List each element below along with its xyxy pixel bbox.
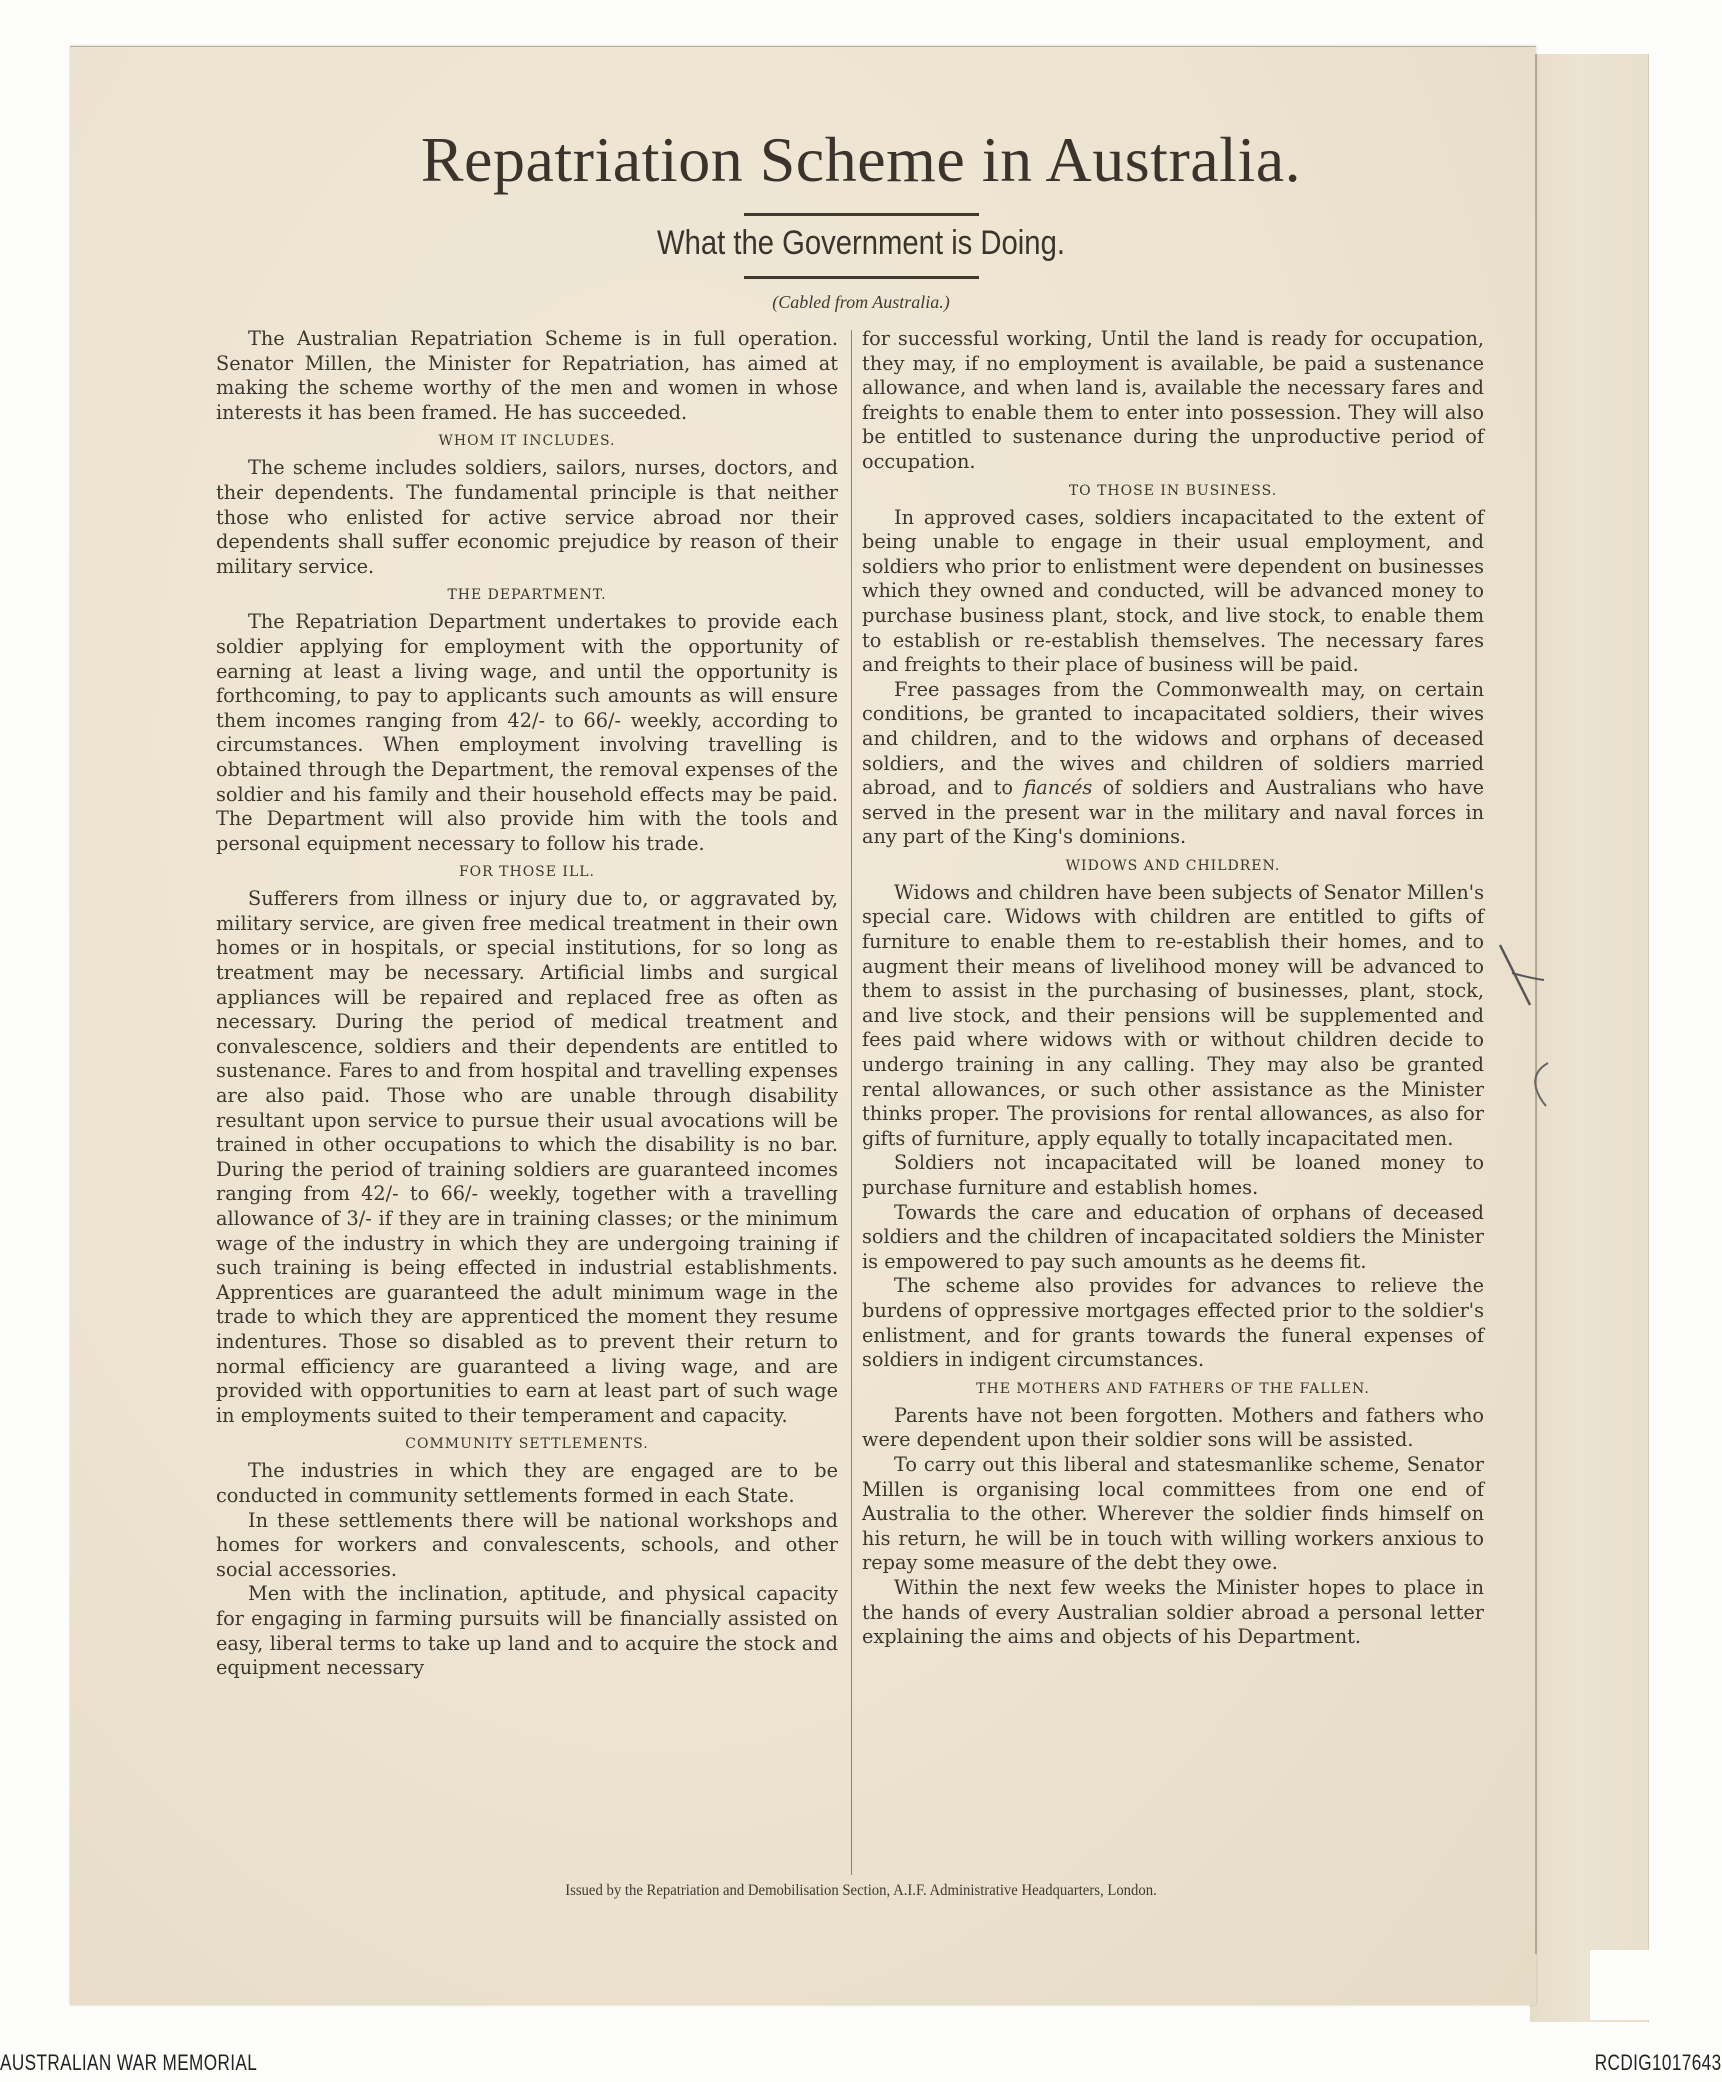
title-rule-top <box>744 213 979 216</box>
paragraph: Free passages from the Commonwealth may, on certain conditions, be granted to incapacitated soldiers, their wives and children, and to the widows and orphans of deceased soldiers, and the wives and children of soldiers married abroad, and to fiancés of soldiers and Australians who have served in the present war in the military and naval forces in any part of the King's dominions. <box>862 677 1484 849</box>
title-rule-bottom <box>744 276 979 279</box>
paragraph: Parents have not been forgotten. Mothers and fathers who were dependent upon their soldier sons will be assisted. <box>862 1403 1484 1452</box>
column-divider <box>851 330 852 1875</box>
paragraph: Soldiers not incapacitated will be loaned money to purchase furniture and establish homes. <box>862 1151 1484 1199</box>
paragraph: The Australian Repatriation Scheme is in full operation. Senator Millen, the Minister for Repatriation, has aimed at making the scheme worthy of the men and women in whose interests it has been framed. He has succeeded. <box>216 327 838 424</box>
section-heading: WIDOWS AND CHILDREN. <box>1065 857 1281 874</box>
right-column <box>862 327 1484 1650</box>
document-subtitle: What the Government is Doing. <box>657 224 1065 262</box>
archive-institution: AUSTRALIAN WAR MEMORIAL <box>0 2050 258 2075</box>
paragraph: Sufferers from illness or injury due to, or aggravated by, military service, are given free medical treatment in their own homes or in hospitals, or special institutions, for so long as treatment may be necessary. Artificial limbs and surgical appliances will be repaired and replaced free as often as necessary. During the period of medical treatment and convalescence, soldiers and their dependents are entitled to sustenance. Fares to and from hospital and travelling expenses are also paid. Those who are unable through disability resultant upon service to pursue their usual avocations will be trained in other occupations to which the disability is no bar. During the period of training soldiers are guaranteed incomes ranging from 42/- to 66/- weekly, together with a travelling allowance of 3/- if they are in training classes; or the minimum wage of the industry in which they are undergoing training if such training is being effected in industrial establishments. Apprentices are guaranteed the adult minimum wage in the trade to which they are apprenticed the moment they resume indentures. Those so disabled as to prevent their return to normal efficiency are guaranteed a living wage, and are provided with opportunities to earn at least part of such wage in employments suited to their temperament and capacity. <box>216 887 838 1427</box>
document-title: Repatriation Scheme in Australia. <box>420 124 1302 195</box>
paragraph: The scheme also provides for advances to relieve the burdens of oppressive mortgages effected prior to the soldier's enlistment, and for grants towards the funeral expenses of soldiers in indigent circumstances. <box>862 1274 1484 1372</box>
left-column <box>216 327 838 1681</box>
folded-page-flap <box>1530 54 1649 2022</box>
paragraph: Towards the care and education of orphans of deceased soldiers and the children of incapacitated soldiers the Minister is empowered to pay such amounts as he deems fit. <box>862 1200 1484 1273</box>
paragraph: Widows and children have been subjects of Senator Millen's special care. Widows with children are entitled to gifts of furniture to enable them to re-establish their homes, and to augment their means of livelihood money will be advanced to them to assist in the purchasing of businesses, plant, stock, and live stock, and their pensions will be supplemented and fees paid where widows with or without children decide to undergo training in any calling. They may also be granted rental allowances, or such other assistance as the Minister thinks proper. The provisions for rental allowances, as also for gifts of furniture, apply equally to totally incapacitated men. <box>862 880 1484 1150</box>
pencil-mark-bracket <box>1530 1060 1560 1110</box>
byline: (Cabled from Australia.) <box>772 292 950 312</box>
paragraph: for successful working, Until the land is ready for occupation, they may, if no employment is available, be paid a sustenance allowance, and when land is, available the necessary fares and freights to enable them to enter into possession. They will also be entitled to sustenance during the unproductive period of occupation. <box>862 327 1484 473</box>
italic-word: fiancés <box>1023 776 1093 800</box>
section-heading: THE MOTHERS AND FATHERS OF THE FALLEN. <box>976 1380 1370 1397</box>
pencil-mark-tick <box>1490 940 1560 1020</box>
paragraph: In approved cases, soldiers incapacitated to the extent of being unable to engage in their usual employment, and soldiers who prior to enlistment were dependent on businesses which they owned and conducted, will be advanced money to purchase business plant, stock, and live stock, to enable them to establish or re-establish themselves. The necessary fares and freights to their place of business will be paid. <box>862 505 1484 677</box>
archive-item-id: RCDIG1017643 <box>1595 2050 1722 2075</box>
torn-edge <box>1590 1950 1650 2020</box>
section-heading: COMMUNITY SETTLEMENTS. <box>405 1436 649 1453</box>
paragraph: In these settlements there will be national workshops and homes for workers and convalescents, schools, and other social accessories. <box>216 1508 838 1581</box>
section-heading: WHOM IT INCLUDES. <box>438 433 616 450</box>
section-heading: FOR THOSE ILL. <box>458 864 596 881</box>
section-heading: THE DEPARTMENT. <box>447 587 607 604</box>
paragraph: The scheme includes soldiers, sailors, nurses, doctors, and their dependents. The fundamental principle is that neither those who enlisted for active service abroad nor their dependents shall suffer economic prejudice by reason of their military service. <box>216 456 838 578</box>
paragraph: To carry out this liberal and statesmanlike scheme, Senator Millen is organising local committees from one end of Australia to the other. Wherever the soldier finds himself on his return, he will be in touch with willing workers anxious to repay some measure of the debt they owe. <box>862 1452 1484 1575</box>
paragraph: Men with the inclination, aptitude, and physical capacity for engaging in farming pursuits will be financially assisted on easy, liberal terms to take up land and to acquire the stock and equipment necessary <box>216 1582 838 1680</box>
paragraph: The Repatriation Department undertakes to provide each soldier applying for employment with the opportunity of earning at least a living wage, and until the opportunity is forthcoming, to pay to applicants such amounts as will ensure them incomes ranging from 42/- to 66/- weekly, according to circumstances. When employment involving travelling is obtained through the Department, the removal expenses of the soldier and his family and their household effects may be paid. The Department will also provide him with the tools and personal equipment necessary to follow his trade. <box>216 610 838 855</box>
section-heading: TO THOSE IN BUSINESS. <box>1068 482 1278 499</box>
issued-by-note: Issued by the Repatriation and Demobilisation Section, A.I.F. Administrative Headquarters, London. <box>565 1882 1157 1899</box>
paragraph: The industries in which they are engaged are to be conducted in community settlements formed in each State. <box>216 1459 838 1507</box>
paragraph: Within the next few weeks the Minister hopes to place in the hands of every Australian soldier abroad a personal letter explaining the aims and objects of his Department. <box>862 1575 1484 1649</box>
